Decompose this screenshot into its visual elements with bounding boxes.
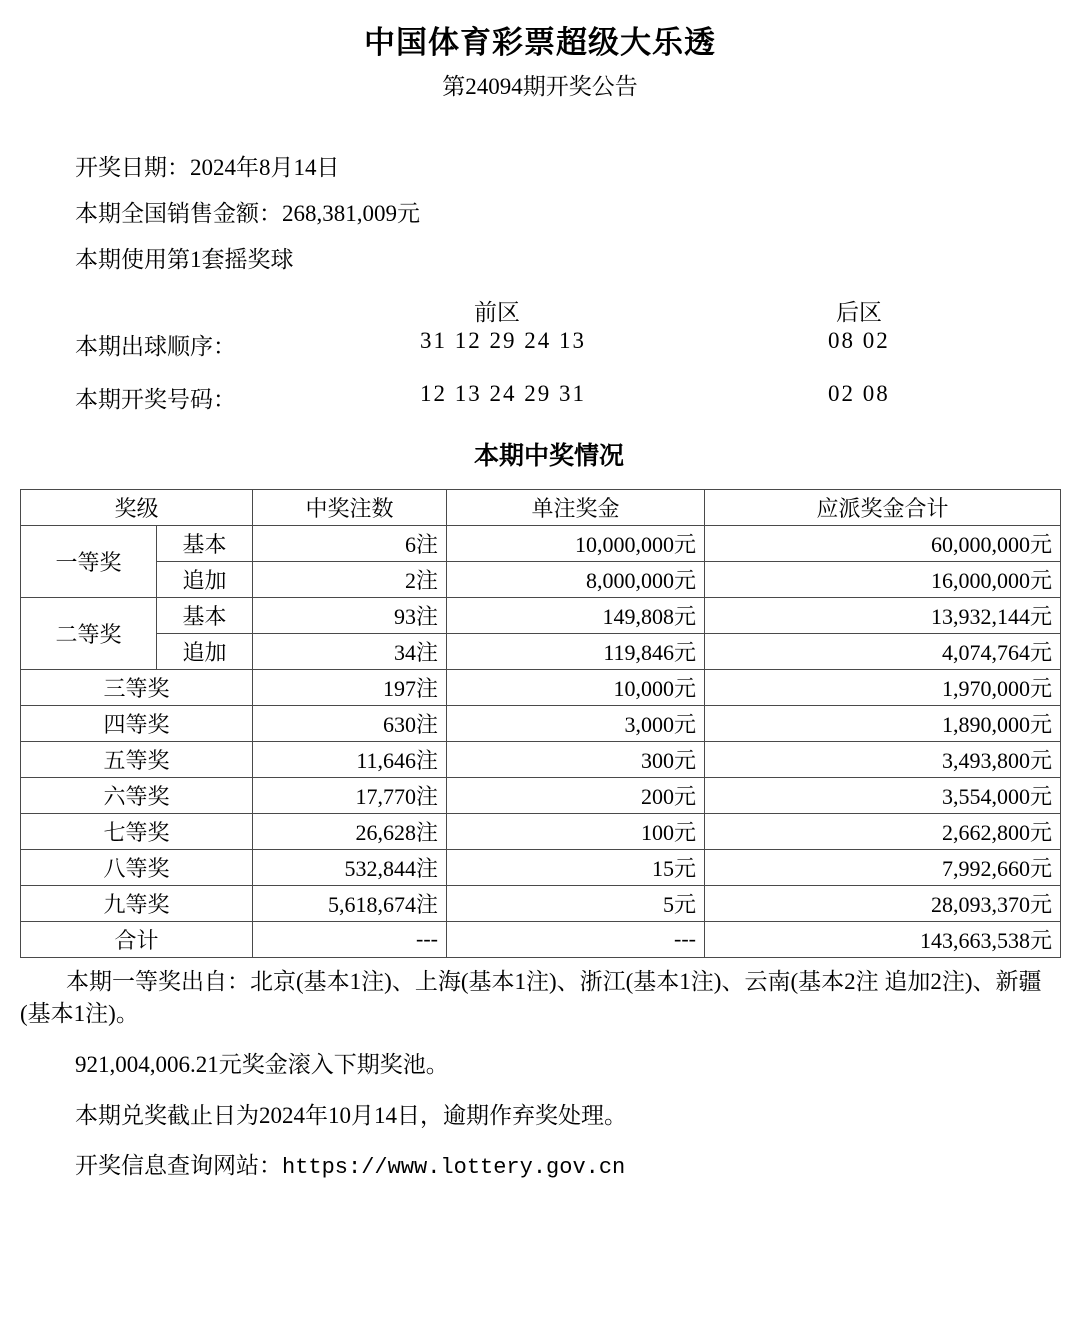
rollover-note: 921,004,006.21元奖金滚入下期奖池。: [75, 1052, 449, 1078]
winning-numbers-row: [0, 381, 1080, 434]
back-zone-label: 后区: [836, 299, 882, 325]
claim-deadline-note: 本期兑奖截止日为2024年10月14日，逾期作弃奖处理。: [75, 1102, 627, 1128]
cell-per-bet: 8,000,000元: [447, 561, 705, 597]
cell-count: 2注: [253, 561, 447, 597]
prize-table-head: [21, 489, 1061, 525]
page-subtitle: 第24094期开奖公告: [442, 74, 638, 100]
cell-tier: 九等奖: [21, 885, 253, 921]
cell-per-bet: 10,000元: [447, 669, 705, 705]
cell-tier: 一等奖: [21, 525, 157, 597]
zone-header-row: [0, 294, 1080, 328]
cell-count: 5,618,674注: [253, 885, 447, 921]
draw-order-front-numbers: 31 12 29 24 13: [420, 327, 586, 353]
cell-tier: 八等奖: [21, 849, 253, 885]
prize-table-wrapper: [0, 489, 1080, 958]
table-row: [21, 885, 1061, 921]
table-header-row: [21, 489, 1061, 525]
table-row: [21, 741, 1061, 777]
cell-count: 26,628注: [253, 813, 447, 849]
cell-tier: 五等奖: [21, 741, 253, 777]
cell-per-bet: 149,808元: [447, 597, 705, 633]
cell-total: 3,493,800元: [705, 741, 1061, 777]
website-url: https://www.lottery.gov.cn: [282, 1155, 626, 1181]
front-zone-label: 前区: [474, 299, 520, 325]
table-row: [21, 669, 1061, 705]
cell-tier-sub: 追加: [157, 561, 253, 597]
website-note: [20, 1150, 1062, 1183]
cell-count: 17,770注: [253, 777, 447, 813]
national-sales-line: 本期全国销售金额：268,381,009元: [75, 200, 420, 226]
table-row: [21, 777, 1061, 813]
cell-total: 4,074,764元: [705, 633, 1061, 669]
cell-count: 34注: [253, 633, 447, 669]
ball-set-line: 本期使用第1套摇奖球: [75, 246, 294, 272]
cell-total: 1,890,000元: [705, 705, 1061, 741]
header-total: 应派奖金合计: [705, 489, 1061, 525]
table-row: [21, 633, 1061, 669]
draw-order-row: [0, 328, 1080, 381]
cell-per-bet: 300元: [447, 741, 705, 777]
cell-tier-sub: 基本: [157, 597, 253, 633]
first-prize-origin-note: 本期一等奖出自：北京(基本1注)、上海(基本1注)、浙江(基本1注)、云南(基本2注 追加2注)、新疆(基本1注)。: [20, 968, 1042, 1027]
table-row: [21, 849, 1061, 885]
cell-count: 93注: [253, 597, 447, 633]
header-count: 中奖注数: [253, 489, 447, 525]
cell-count: ---: [253, 921, 447, 957]
page-title: 中国体育彩票超级大乐透: [364, 25, 716, 60]
cell-tier: 二等奖: [21, 597, 157, 669]
cell-tier-sub: 追加: [157, 633, 253, 669]
cell-per-bet: 119,846元: [447, 633, 705, 669]
website-label: 开奖信息查询网站：: [75, 1153, 282, 1179]
cell-per-bet: 15元: [447, 849, 705, 885]
cell-count: 11,646注: [253, 741, 447, 777]
cell-per-bet: 10,000,000元: [447, 525, 705, 561]
cell-tier: 合计: [21, 921, 253, 957]
cell-count: 197注: [253, 669, 447, 705]
table-row: [21, 561, 1061, 597]
cell-total: 7,992,660元: [705, 849, 1061, 885]
cell-tier-sub: 基本: [157, 525, 253, 561]
notes-block: [0, 966, 1080, 1184]
cell-total: 2,662,800元: [705, 813, 1061, 849]
cell-tier: 六等奖: [21, 777, 253, 813]
table-row: [21, 705, 1061, 741]
winning-numbers-label: 本期开奖号码：: [75, 386, 236, 412]
cell-total: 60,000,000元: [705, 525, 1061, 561]
numbers-block: [0, 294, 1080, 434]
table-row: [21, 921, 1061, 957]
cell-tier: 四等奖: [21, 705, 253, 741]
cell-per-bet: 5元: [447, 885, 705, 921]
draw-order-back-numbers: 08 02: [828, 327, 890, 353]
prize-table: [20, 489, 1061, 958]
cell-tier: 七等奖: [21, 813, 253, 849]
cell-tier: 三等奖: [21, 669, 253, 705]
prize-table-body: [21, 525, 1061, 957]
cell-per-bet: 200元: [447, 777, 705, 813]
cell-total: 1,970,000元: [705, 669, 1061, 705]
table-row: [21, 525, 1061, 561]
winning-front-numbers: 12 13 24 29 31: [420, 380, 586, 406]
prize-section-title: 本期中奖情况: [473, 442, 624, 470]
table-row: [21, 813, 1061, 849]
info-block: [0, 156, 1080, 271]
cell-count: 532,844注: [253, 849, 447, 885]
cell-count: 630注: [253, 705, 447, 741]
draw-date-line: 开奖日期：2024年8月14日: [75, 154, 340, 180]
cell-per-bet: 100元: [447, 813, 705, 849]
cell-total: 16,000,000元: [705, 561, 1061, 597]
winning-back-numbers: 02 08: [828, 380, 890, 406]
header-tier: 奖级: [21, 489, 253, 525]
cell-total: 28,093,370元: [705, 885, 1061, 921]
cell-total: 143,663,538元: [705, 921, 1061, 957]
cell-total: 3,554,000元: [705, 777, 1061, 813]
cell-per-bet: 3,000元: [447, 705, 705, 741]
cell-per-bet: ---: [447, 921, 705, 957]
draw-order-label: 本期出球顺序：: [75, 333, 236, 359]
header-per-bet: 单注奖金: [447, 489, 705, 525]
cell-count: 6注: [253, 525, 447, 561]
cell-total: 13,932,144元: [705, 597, 1061, 633]
table-row: [21, 597, 1061, 633]
